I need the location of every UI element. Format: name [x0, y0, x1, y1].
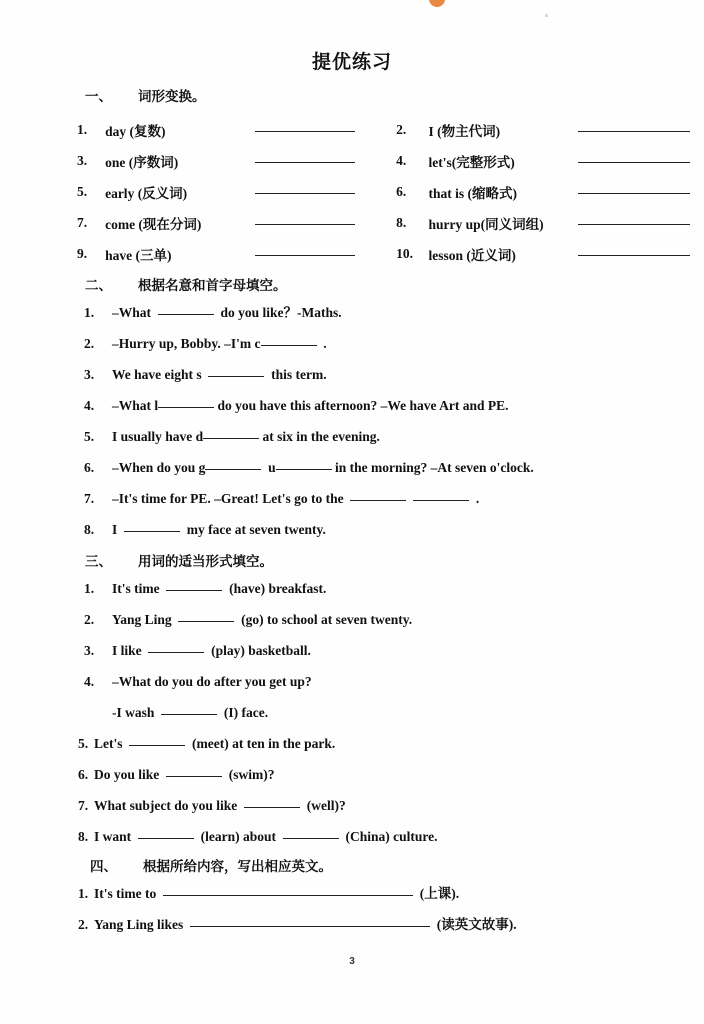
- answer-blank[interactable]: [166, 776, 222, 777]
- question-line: [0, 909, 704, 940]
- question-subline: [0, 697, 704, 728]
- table-row: [72, 207, 704, 238]
- item-number: 3.: [77, 152, 88, 168]
- question-text-before: Yang Ling: [112, 612, 172, 627]
- gray-speck-decoration: [545, 14, 548, 17]
- question-text-mid: (learn) about: [200, 829, 277, 844]
- answer-blank[interactable]: [166, 590, 222, 591]
- question-text-after: do you have this afternoon? –We have Art and PE.: [217, 398, 509, 413]
- item-number: 7.: [77, 214, 88, 230]
- orange-circle-decoration: [429, 0, 445, 7]
- answer-blank[interactable]: [255, 238, 383, 269]
- answer-blank[interactable]: [255, 145, 383, 176]
- question-line: [0, 297, 704, 328]
- question-text-after: (I) face.: [223, 705, 269, 720]
- question-line: [0, 790, 704, 821]
- question-text-mid: u: [268, 460, 276, 475]
- answer-blank[interactable]: [283, 838, 339, 839]
- answer-blank[interactable]: [578, 114, 704, 145]
- item-number: 8.: [396, 214, 407, 230]
- answer-blank[interactable]: [350, 500, 406, 501]
- answer-blank[interactable]: [208, 376, 264, 377]
- question-line: [0, 728, 704, 759]
- item-word: I (物主代词): [428, 123, 501, 139]
- answer-blank[interactable]: [578, 145, 704, 176]
- answer-blank[interactable]: [158, 407, 214, 408]
- item-number: 6.: [84, 460, 95, 475]
- question-text-after: (have) breakfast.: [229, 581, 327, 596]
- question-line: [0, 483, 704, 514]
- question-text-after: (swim)?: [228, 767, 275, 782]
- item-number: 3.: [84, 367, 95, 382]
- answer-blank[interactable]: [578, 238, 704, 269]
- section-title-2: 根据名意和首字母填空。: [138, 278, 287, 294]
- question-text-before: It's time: [112, 581, 160, 596]
- item-number: 6.: [78, 767, 89, 782]
- question-text-after: .: [323, 336, 327, 351]
- item-number: 9.: [77, 245, 88, 261]
- item-number: 6.: [396, 183, 407, 199]
- answer-blank[interactable]: [158, 314, 214, 315]
- question-text-after: (well)?: [306, 798, 346, 813]
- question-text-after: (China) culture.: [345, 829, 438, 844]
- answer-blank[interactable]: [578, 176, 704, 207]
- answer-blank[interactable]: [138, 838, 194, 839]
- item-number: 8.: [78, 829, 89, 844]
- item-word: come (现在分词): [105, 216, 202, 232]
- item-number: 7.: [78, 798, 89, 813]
- section-number-3: 三、: [85, 554, 112, 570]
- section-number-1: 一、: [85, 89, 112, 105]
- section-4-questions: [0, 878, 704, 940]
- question-text-before: –Hurry up, Bobby. –I'm c: [112, 336, 261, 351]
- question-text-before: –What: [112, 305, 152, 320]
- question-line: [0, 604, 704, 635]
- answer-blank[interactable]: [261, 345, 317, 346]
- question-text-after: this term.: [271, 367, 327, 382]
- question-text-after: (meet) at ten in the park.: [192, 736, 336, 751]
- item-word: one (序数词): [105, 154, 179, 170]
- question-line: [0, 666, 704, 697]
- question-text-before: I: [112, 522, 118, 537]
- item-word: lesson (近义词): [428, 247, 516, 263]
- item-number: 5.: [77, 183, 88, 199]
- question-text-before: –What do you do after you get up?: [112, 674, 312, 689]
- answer-blank[interactable]: [161, 714, 217, 715]
- section-heading-2: [0, 275, 704, 297]
- question-text-after: (读英文故事).: [436, 917, 517, 932]
- question-text-after: do you like？-Maths.: [220, 305, 342, 320]
- question-text-before: It's time to: [94, 886, 157, 901]
- item-number: 5.: [84, 429, 95, 444]
- item-number: 2.: [84, 336, 95, 351]
- question-text-before: I want: [94, 829, 132, 844]
- section-title-3: 用词的适当形式填空。: [138, 554, 273, 570]
- question-text-before: Do you like: [94, 767, 160, 782]
- page-number: 3: [349, 956, 355, 967]
- item-number: 1.: [77, 121, 88, 137]
- table-row: [72, 145, 704, 176]
- question-text-after: .: [475, 491, 480, 506]
- question-text-after: in the morning? –At seven o'clock.: [335, 460, 534, 475]
- item-number: 1.: [84, 305, 95, 320]
- item-number: 4.: [84, 674, 95, 689]
- section-2-questions: [0, 297, 704, 545]
- question-line: [0, 390, 704, 421]
- word-form-table: [72, 114, 704, 269]
- section-title-4: 根据所给内容，写出相应英文。: [143, 859, 332, 875]
- section-heading-4: [0, 856, 704, 878]
- section-3-questions: [0, 573, 704, 852]
- item-number: 3.: [84, 643, 95, 658]
- answer-blank[interactable]: [255, 114, 383, 145]
- question-text-before: I usually have d: [112, 429, 204, 444]
- item-number: 4.: [84, 398, 95, 413]
- item-number: 5.: [78, 736, 89, 751]
- answer-blank[interactable]: [413, 500, 469, 501]
- question-line: [0, 635, 704, 666]
- question-text-before: –It's time for PE. –Great! Let's go to the: [112, 491, 344, 506]
- section-heading-1: [0, 86, 704, 108]
- item-word: day (复数): [105, 123, 166, 139]
- answer-blank[interactable]: [205, 469, 261, 470]
- answer-blank[interactable]: [190, 926, 430, 927]
- question-text-before: Yang Ling likes: [94, 917, 184, 932]
- question-line: [0, 759, 704, 790]
- question-line: [0, 514, 704, 545]
- item-word: let's(完整形式): [428, 154, 515, 170]
- item-number: 4.: [396, 152, 407, 168]
- answer-blank[interactable]: [124, 531, 180, 532]
- item-number: 8.: [84, 522, 95, 537]
- answer-blank[interactable]: [203, 438, 259, 439]
- section-number-2: 二、: [85, 278, 112, 294]
- item-number: 2.: [78, 917, 89, 932]
- item-number: 10.: [396, 245, 413, 261]
- item-number: 2.: [84, 612, 95, 627]
- question-text-before: I like: [112, 643, 142, 658]
- answer-blank[interactable]: [148, 652, 204, 653]
- question-text-after: (上课).: [419, 886, 460, 901]
- item-number: 1.: [84, 581, 95, 596]
- page-title: 提优练习: [311, 51, 392, 73]
- question-text-before: –When do you g: [112, 460, 206, 475]
- section-title-1: 词形变换。: [138, 89, 206, 105]
- question-text-before: -I wash: [112, 705, 155, 720]
- table-row: [72, 114, 704, 145]
- question-text-after: (play) basketball.: [211, 643, 311, 658]
- question-line: [0, 821, 704, 852]
- section-number-4: 四、: [90, 859, 117, 875]
- question-line: [0, 878, 704, 909]
- question-text-before: What subject do you like: [94, 798, 238, 813]
- question-text-after: at six in the evening.: [262, 429, 380, 444]
- answer-blank[interactable]: [129, 745, 185, 746]
- item-number: 7.: [84, 491, 95, 506]
- item-number: 1.: [78, 886, 89, 901]
- question-text-after: (go) to school at seven twenty.: [241, 612, 413, 627]
- answer-blank[interactable]: [255, 207, 383, 238]
- answer-blank[interactable]: [244, 807, 300, 808]
- question-line: [0, 452, 704, 483]
- question-text-before: Let's: [94, 736, 123, 751]
- answer-blank[interactable]: [276, 469, 332, 470]
- answer-blank[interactable]: [163, 895, 413, 896]
- item-word: that is (缩略式): [428, 185, 517, 201]
- answer-blank[interactable]: [578, 207, 704, 238]
- answer-blank[interactable]: [178, 621, 234, 622]
- table-row: [72, 176, 704, 207]
- answer-blank[interactable]: [255, 176, 383, 207]
- item-number: 2.: [396, 121, 407, 137]
- question-line: [0, 421, 704, 452]
- question-line: [0, 573, 704, 604]
- question-text-before: –What l: [112, 398, 159, 413]
- item-word: have (三单): [105, 247, 172, 263]
- item-word: early (反义词): [105, 185, 188, 201]
- question-text-after: my face at seven twenty.: [186, 522, 326, 537]
- section-heading-3: [0, 551, 704, 573]
- question-line: [0, 359, 704, 390]
- worksheet-content: [0, 86, 704, 940]
- item-word: hurry up(同义词组): [428, 216, 544, 232]
- table-row: [72, 238, 704, 269]
- question-text-before: We have eight s: [112, 367, 202, 382]
- question-line: [0, 328, 704, 359]
